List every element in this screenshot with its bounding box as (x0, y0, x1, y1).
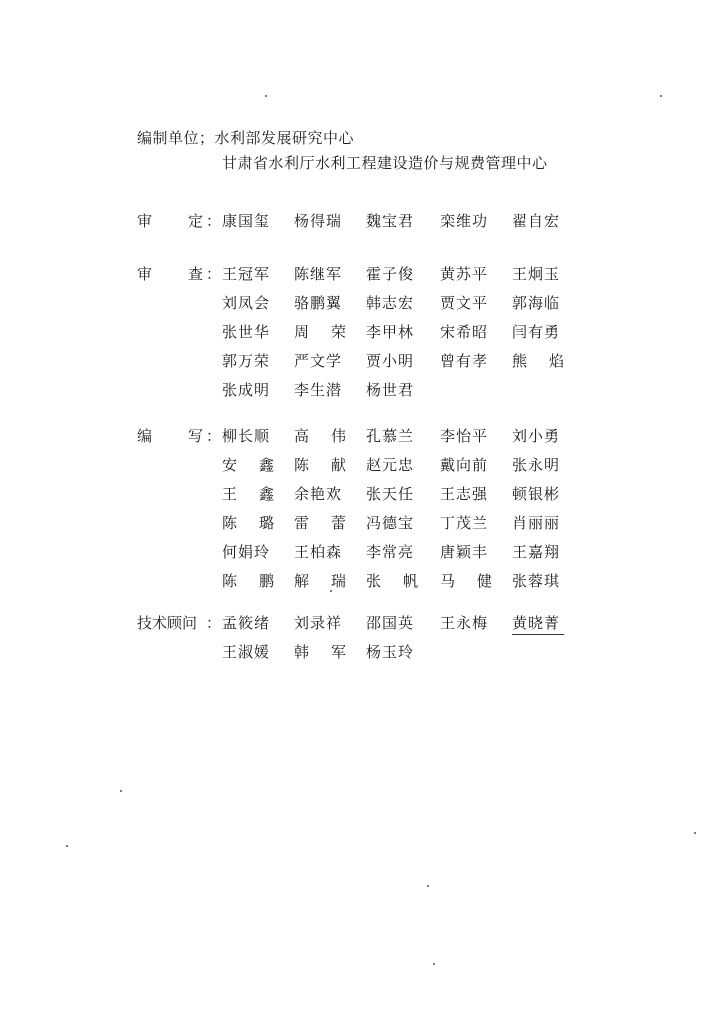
person-name: 何娟玲 (222, 543, 271, 561)
person-name: 张成明 (222, 381, 271, 399)
person-name: 陈继军 (294, 265, 343, 283)
person-name: 丁茂兰 (440, 514, 489, 532)
compiling-unit-2: 甘肃省水利厅水利工程建设造价与规费管理中心 (222, 154, 548, 172)
compiling-unit-label-line (137, 127, 354, 148)
scan-speck (694, 832, 696, 834)
person-name: 雷 蕾 (294, 514, 346, 532)
person-name-underlined: 黄晓菁 (512, 612, 564, 635)
scan-speck (660, 95, 662, 97)
scan-speck (427, 885, 429, 887)
person-name: 王冠军 (222, 265, 271, 283)
person-name: 张世华 (222, 323, 271, 341)
person-name: 骆鹏翼 (294, 294, 343, 312)
person-name: 解 瑞 (294, 572, 346, 590)
person-name: 马 健 (440, 572, 492, 590)
person-name: 杨世君 (366, 381, 415, 399)
scan-speck (433, 963, 435, 965)
scan-speck (265, 95, 267, 97)
section-label-char: 写 (188, 427, 204, 445)
person-name: 王志强 (440, 485, 489, 503)
scan-speck (66, 845, 68, 847)
compiling-unit-label: 编制单位 (137, 129, 200, 147)
person-name: 陈 献 (294, 456, 346, 474)
person-name: 熊 焰 (512, 352, 564, 370)
person-name: 王 鑫 (222, 485, 274, 503)
person-name: 霍子俊 (366, 265, 415, 283)
person-name: 杨得瑞 (294, 212, 343, 230)
person-name: 康国玺 (222, 212, 271, 230)
person-name: 王炯玉 (512, 265, 561, 283)
section-label-char: 查 (188, 265, 204, 283)
person-name: 张蓉琪 (512, 572, 561, 590)
section-label-char: 审 (137, 212, 153, 230)
person-name: 张天任 (366, 485, 415, 503)
person-name: 刘录祥 (294, 614, 343, 632)
person-name: 贾小明 (366, 352, 415, 370)
person-name: 郭海临 (512, 294, 561, 312)
person-name: 刘小勇 (512, 427, 561, 445)
person-name: 郭万荣 (222, 352, 271, 370)
person-name: 曾有孝 (440, 352, 489, 370)
colon: ； (199, 129, 215, 147)
person-name: 王嘉翔 (512, 543, 561, 561)
person-name: 杨玉玲 (366, 643, 415, 661)
person-name: 赵元忠 (366, 456, 415, 474)
person-name: 邵国英 (366, 614, 415, 632)
scan-speck (330, 590, 332, 592)
compiling-unit-1: 水利部发展研究中心 (214, 129, 355, 147)
section-label-char: 审 (137, 265, 153, 283)
person-name: 韩志宏 (366, 294, 415, 312)
person-name: 高 伟 (294, 427, 346, 445)
section-label-char: 编 (137, 427, 153, 445)
person-name: 翟自宏 (512, 212, 561, 230)
person-name: 刘凤会 (222, 294, 271, 312)
person-name: 柳长顺 (222, 427, 271, 445)
person-name: 王永梅 (440, 614, 489, 632)
person-name: 李甲林 (366, 323, 415, 341)
person-name: 张永明 (512, 456, 561, 474)
person-name: 闫有勇 (512, 323, 561, 341)
person-name: 张 帆 (366, 572, 418, 590)
person-name: 贾文平 (440, 294, 489, 312)
person-name: 严文学 (294, 352, 343, 370)
person-name: 戴向前 (440, 456, 489, 474)
person-name: 李怡平 (440, 427, 489, 445)
person-name: 余艳欢 (294, 485, 343, 503)
person-name: 韩 军 (294, 643, 346, 661)
person-name: 周 荣 (294, 323, 346, 341)
person-name: 顿银彬 (512, 485, 561, 503)
person-name: 王柏森 (294, 543, 343, 561)
person-name: 陈 璐 (222, 514, 274, 532)
person-name: 唐颖丰 (440, 543, 489, 561)
person-name: 栾维功 (440, 212, 489, 230)
credits-page: 编制单位；水利部发展研究中心 甘肃省水利厅水利工程建设造价与规费管理中心 审 定 ： 康国玺 杨得瑞 魏宝君 栾维功 翟自宏 审 查 ： 王冠军 陈继军 霍子俊 黄苏平 王炯玉 刘凤会 骆鹏翼 韩志宏 贾文平 郭海临 张世华 周 荣 李甲林 宋希昭 闫有勇 郭万荣 严文学 贾小明 曾有孝 熊 焰 张成明 李生潜 杨世君 编 写 ： 柳长顺 高 伟 孔慕兰 李怡平 刘小勇 安 鑫 陈 献 赵元忠 戴向前 张永明 王 鑫 余艳欢 张天任 王志强 顿银彬 陈 璐 雷 蕾 冯德宝 丁茂兰 肖丽丽 何娟玲 王柏森 李常亮 唐颖丰 王嘉翔 陈 鹏 解 瑞 张 帆 马 健 张蓉琪 技术顾问 ： 孟筱绪 刘录祥 邵国英 王永梅 黄晓菁 王淑媛 韩 军 杨玉玲 (0, 0, 721, 1024)
person-name: 李常亮 (366, 543, 415, 561)
person-name: 安 鑫 (222, 456, 274, 474)
person-name: 肖丽丽 (512, 514, 561, 532)
section-label-char: 定 (188, 212, 204, 230)
scan-speck (120, 790, 122, 792)
person-name: 孟筱绪 (222, 614, 271, 632)
person-name: 孔慕兰 (366, 427, 415, 445)
person-name: 冯德宝 (366, 514, 415, 532)
section-label-guwen: 技术顾问 (137, 614, 198, 632)
person-name: 黄苏平 (440, 265, 489, 283)
person-name: 王淑媛 (222, 643, 271, 661)
person-name: 陈 鹏 (222, 572, 274, 590)
person-name: 魏宝君 (366, 212, 415, 230)
person-name: 宋希昭 (440, 323, 489, 341)
person-name: 李生潜 (294, 381, 343, 399)
